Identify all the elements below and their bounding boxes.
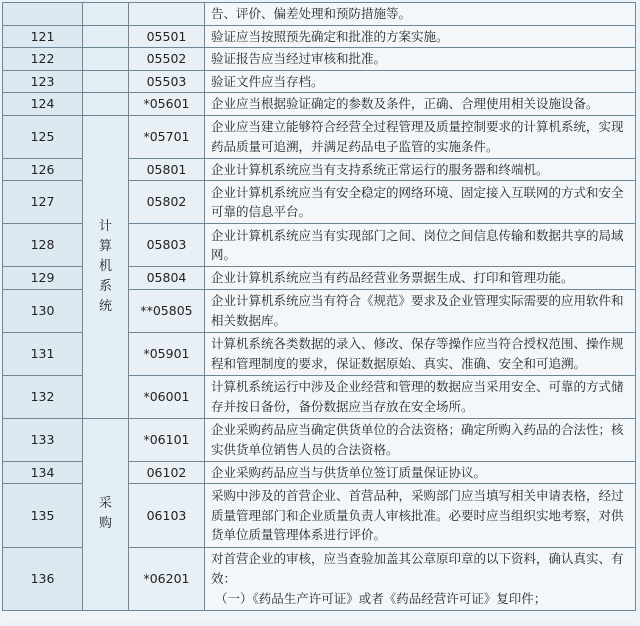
- item-text: 企业计算机系统应当有安全稳定的网络环境、固定接入互联网的方式和安全可靠的信息平台。: [205, 181, 636, 224]
- item-code: 05804: [129, 267, 205, 290]
- row-number: 128: [3, 224, 83, 267]
- category-purchase: [83, 418, 129, 611]
- category-cell: [83, 3, 129, 26]
- item-code: 05801: [129, 158, 205, 181]
- item-text: 验证应当按照预先确定和批准的方案实施。: [205, 25, 636, 48]
- item-text: 验证文件应当存档。: [205, 70, 636, 93]
- row-number: 121: [3, 25, 83, 48]
- item-code: 05803: [129, 224, 205, 267]
- category-cell: [83, 93, 129, 116]
- row-number: 122: [3, 48, 83, 71]
- category-cell: [83, 25, 129, 48]
- item-text: 计算机系统各类数据的录入、修改、保存等操作应当符合授权范围、操作规程和管理制度的要求，保证数据原始、真实、准确、安全和可追溯。: [205, 332, 636, 375]
- item-text: 企业应当根据验证确定的参数及条件，正确、合理使用相关设施设备。: [205, 93, 636, 116]
- inspection-rules-table: [2, 2, 636, 611]
- item-code: *05701: [129, 115, 205, 158]
- item-text: 企业计算机系统应当有实现部门之间、岗位之间信息传输和数据共享的局域网。: [205, 224, 636, 267]
- item-code: 06103: [129, 484, 205, 548]
- row-number: 130: [3, 289, 83, 332]
- item-text: 企业计算机系统应当有符合《规范》要求及企业管理实际需要的应用软件和相关数据库。: [205, 289, 636, 332]
- category-computer-system: [83, 115, 129, 418]
- table-row: [3, 3, 636, 26]
- item-code: [129, 3, 205, 26]
- table-row: [3, 418, 636, 461]
- item-code: 06102: [129, 461, 205, 484]
- item-code: *05601: [129, 93, 205, 116]
- item-code: 05503: [129, 70, 205, 93]
- table-row: [3, 25, 636, 48]
- row-number: 134: [3, 461, 83, 484]
- item-code: 05802: [129, 181, 205, 224]
- item-code: 05501: [129, 25, 205, 48]
- category-label: 采购: [98, 496, 112, 532]
- row-number: 123: [3, 70, 83, 93]
- item-code: *05901: [129, 332, 205, 375]
- item-code: *06001: [129, 375, 205, 418]
- category-cell: [83, 48, 129, 71]
- item-text: 采购中涉及的首营企业、首营品种，采购部门应当填写相关申请表格，经过质量管理部门和企业质量负责人审核批准。必要时应当组织实地考察，对供货单位质量管理体系进行评价。: [205, 484, 636, 548]
- row-number: 131: [3, 332, 83, 375]
- row-number: 126: [3, 158, 83, 181]
- item-text: 验证报告应当经过审核和批准。: [205, 48, 636, 71]
- item-text: 企业采购药品应当确定供货单位的合法资格；确定所购入药品的合法性；核实供货单位销售人员的合法资格。: [205, 418, 636, 461]
- row-number: 124: [3, 93, 83, 116]
- item-code: 05502: [129, 48, 205, 71]
- row-number: 127: [3, 181, 83, 224]
- row-number: 133: [3, 418, 83, 461]
- item-code: *06201: [129, 548, 205, 611]
- table-row: [3, 93, 636, 116]
- item-code: **05805: [129, 289, 205, 332]
- item-text: 企业采购药品应当与供货单位签订质量保证协议。: [205, 461, 636, 484]
- category-cell: [83, 70, 129, 93]
- item-text: 计算机系统运行中涉及企业经营和管理的数据应当采用安全、可靠的方式储存并按日备份，备份数据应当存放在安全场所。: [205, 375, 636, 418]
- item-code: *06101: [129, 418, 205, 461]
- document-page: [2, 2, 638, 622]
- item-text: 企业计算机系统应当有药品经营业务票据生成、打印和管理功能。: [205, 267, 636, 290]
- category-label: 计算机系统: [98, 218, 112, 314]
- item-text: 企业应当建立能够符合经营全过程管理及质量控制要求的计算机系统，实现药品质量可追溯，并满足药品电子监管的实施条件。: [205, 115, 636, 158]
- item-text: 告、评价、偏差处理和预防措施等。: [205, 3, 636, 26]
- row-number: 129: [3, 267, 83, 290]
- item-text-main: 对首营企业的审核，应当查验加盖其公章原印章的以下资料，确认真实、有效：: [211, 551, 624, 586]
- item-text: 企业计算机系统应当有支持系统正常运行的服务器和终端机。: [205, 158, 636, 181]
- table-row: [3, 70, 636, 93]
- table-row: [3, 115, 636, 158]
- table-row: [3, 48, 636, 71]
- row-number: 135: [3, 484, 83, 548]
- row-number: [3, 3, 83, 26]
- item-text-subline: （一）《药品生产许可证》或者《药品经营许可证》复印件；: [215, 591, 547, 606]
- row-number: 125: [3, 115, 83, 158]
- row-number: 132: [3, 375, 83, 418]
- item-text: [205, 548, 636, 611]
- row-number: 136: [3, 548, 83, 611]
